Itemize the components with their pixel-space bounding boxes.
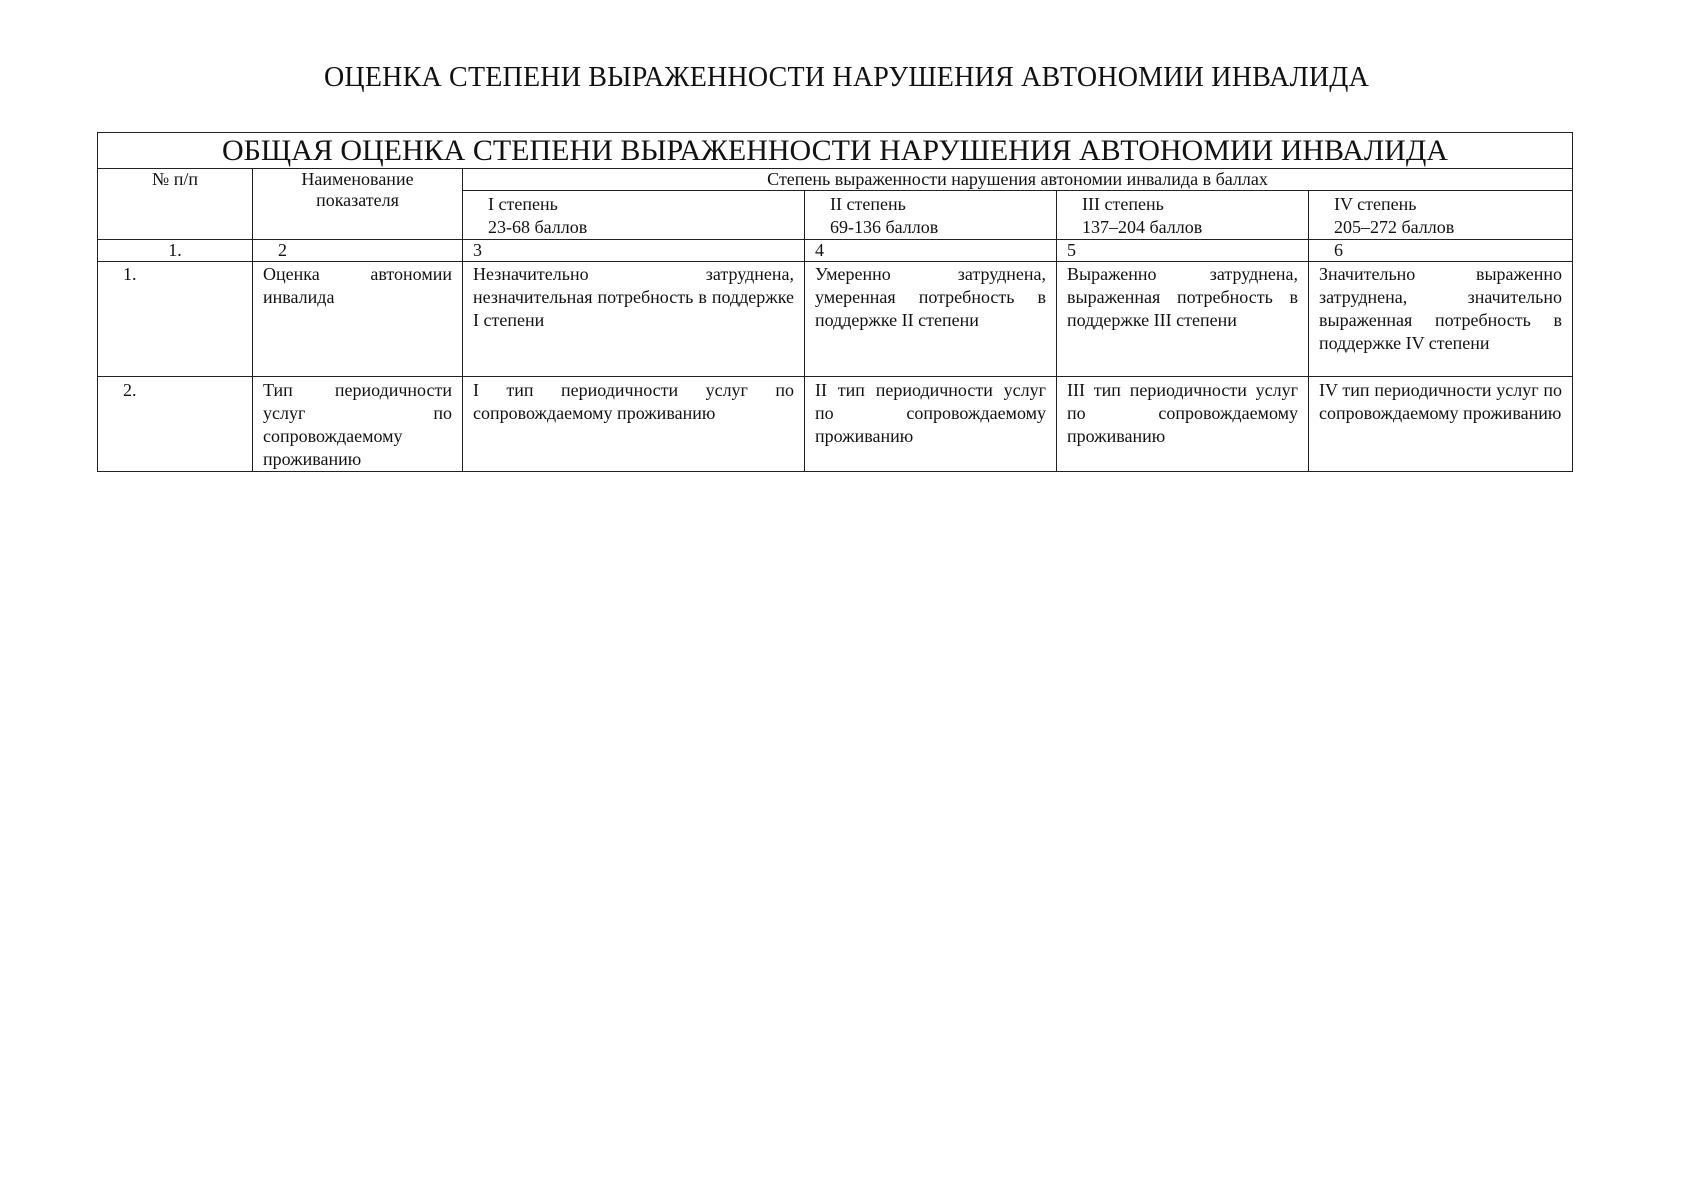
row-cell: Умеренно затруднена, умеренная потребность в поддержке II степени [805,262,1057,377]
row-cell: I тип периодичности услуг по сопровождаемому проживанию [463,377,805,472]
header-degree-3 [1057,191,1309,240]
row-cell: III тип периодичности услуг по сопровождаемому проживанию [1057,377,1309,472]
row-cell: IV тип периодичности услуг по сопровождаемому проживанию [1309,377,1573,472]
column-number: 2 [253,240,463,262]
degree-range: 137–204 баллов [1082,217,1203,237]
assessment-table-container [97,132,1572,472]
row-name: Оценка автономии инвалида [253,262,463,377]
table-row [98,262,1573,377]
row-cell: II тип периодичности услуг по сопровождаемому проживанию [805,377,1057,472]
degree-label: I степень [488,194,558,214]
column-number: 1. [98,240,253,262]
column-number: 3 [463,240,805,262]
header-degree-2 [805,191,1057,240]
header-row [98,169,1573,191]
column-number: 5 [1057,240,1309,262]
header-group: Степень выраженности нарушения автономии инвалида в баллах [463,169,1573,191]
row-cell: Выраженно затруднена, выраженная потребность в поддержке III степени [1057,262,1309,377]
header-degree-1 [463,191,805,240]
header-degree-4 [1309,191,1573,240]
row-cell: Значительно выраженно затруднена, значительно выраженная потребность в поддержке IV степени [1309,262,1573,377]
header-num: № п/п [98,169,253,240]
degree-range: 69-136 баллов [830,217,939,237]
table-caption-row [98,133,1573,169]
row-number: 1. [98,262,253,377]
row-number: 2. [98,377,253,472]
degree-label: II степень [830,194,906,214]
degree-range: 205–272 баллов [1334,217,1455,237]
column-number: 6 [1309,240,1573,262]
degree-label: III степень [1082,194,1164,214]
degree-range: 23-68 баллов [488,217,588,237]
row-cell: Незначительно затруднена, незначительная потребность в поддержке I степени [463,262,805,377]
table-row [98,377,1573,472]
degree-label: IV степень [1334,194,1417,214]
table-caption: ОБЩАЯ ОЦЕНКА СТЕПЕНИ ВЫРАЖЕННОСТИ НАРУШЕНИЯ АВТОНОМИИ ИНВАЛИДА [98,133,1573,169]
row-name: Тип периодичности услуг по сопровождаемому проживанию [253,377,463,472]
column-number: 4 [805,240,1057,262]
column-number-row [98,240,1573,262]
assessment-table [97,132,1573,472]
header-name: Наименование показателя [253,169,463,240]
page-title: ОЦЕНКА СТЕПЕНИ ВЫРАЖЕННОСТИ НАРУШЕНИЯ АВТОНОМИИ ИНВАЛИДА [324,62,1369,93]
